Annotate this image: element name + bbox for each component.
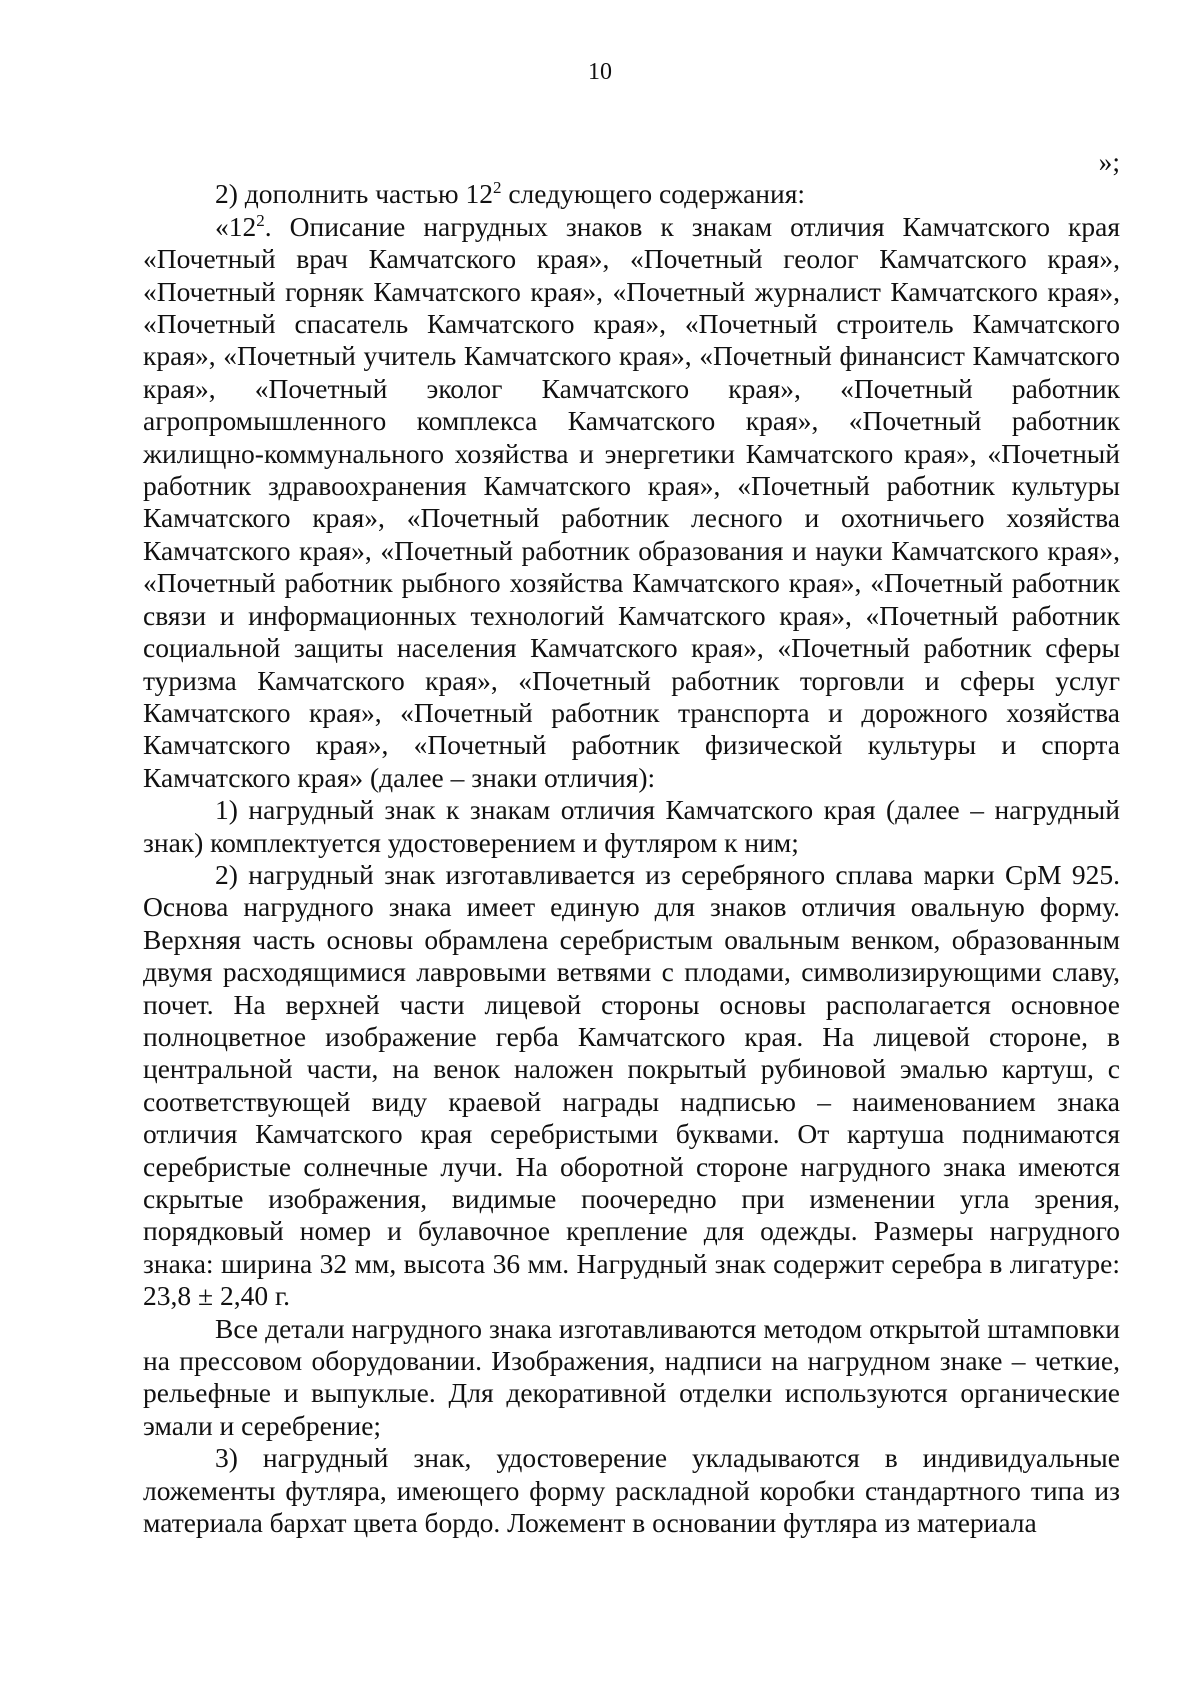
- paragraph-details: Все детали нагрудного знака изготавливаются методом открытой штамповки на прессовом оборудовании. Изображения, надписи на нагрудном знаке – четкие, рельефные и выпуклые. Для декоративной отделки используются органические эмали и серебрение;: [143, 1312, 1120, 1441]
- superscript: 2: [492, 178, 502, 198]
- document-body: [143, 146, 1120, 1539]
- paragraph-item-1: 1) нагрудный знак к знакам отличия Камчатского края (далее – нагрудный знак) комплектуется удостоверением и футляром к ним;: [143, 794, 1120, 858]
- section-12-2-title: [143, 211, 1120, 794]
- superscript: 2: [256, 210, 265, 230]
- paragraph-item-2: 2) нагрудный знак изготавливается из серебряного сплава марки СрМ 925. Основа нагрудного знака имеет единую для знаков отличия овальную форму. Верхняя часть основы обрамлена серебристым овальным венком, образованным двумя расходящимися лавровыми ветвями с плодами, символизирующими славу, почет. На верхней части лицевой стороны основы располагается основное полноцветное изображение герба Камчатского края. На лицевой стороне, в центральной части, на венок наложен покрытый рубиновой эмалью картуш, с соответствующей виду краевой награды надписью – наименованием знака отличия Камчатского края серебристыми буквами. От картуша поднимаются серебристые солнечные лучи. На оборотной стороне нагрудного знака имеются скрытые изображения, видимые поочередно при изменении угла зрения, порядковый номер и булавочное крепление для одежды. Размеры нагрудного знака: ширина 32 мм, высота 36 мм. Нагрудный знак содержит серебра в лигатуре: 23,8 ± 2,40 г.: [143, 858, 1120, 1312]
- section-12-2-start: «12: [215, 210, 257, 242]
- paragraph-item-3: 3) нагрудный знак, удостоверение укладываются в индивидуальные ложементы футляра, имеющего форму раскладной коробки стандартного типа из материала бархат цвета бордо. Ложемент в основании футляра из материала: [143, 1442, 1120, 1539]
- closing-quote: »;: [1098, 146, 1120, 177]
- item-2-intro-text: 2) дополнить частью 12: [215, 178, 493, 210]
- page-number: 10: [588, 59, 612, 85]
- item-2-intro-text-end: следующего содержания:: [501, 178, 806, 210]
- section-12-2-text: . Описание нагрудных знаков к знакам отличия Камчатского края «Почетный врач Камчатского края», «Почетный геолог Камчатского края», «Почетный горняк Камчатского края», «Почетный журналист Камчатского края», «Почетный спасатель Камчатского края», «Почетный строитель Камчатского края», «Почетный учитель Камчатского края», «Почетный финансист Камчатского края», «Почетный эколог Камчатского края», «Почетный работник агропромышленного комплекса Камчатского края», «Почетный работник жилищно-коммунального хозяйства и энергетики Камчатского края», «Почетный работник здравоохранения Камчатского края», «Почетный работник культуры Камчатского края», «Почетный работник лесного и охотничьего хозяйства Камчатского края», «Почетный работник образования и науки Камчатского края», «Почетный работник рыбного хозяйства Камчатского края», «Почетный работник связи и информационных технологий Камчатского края», «Почетный работник социальной защиты населения Камчатского края», «Почетный работник сферы туризма Камчатского края», «Почетный работник торговли и сферы услуг Камчатского края», «Почетный работник транспорта и дорожного хозяйства Камчатского края», «Почетный работник физической культуры и спорта Камчатского края» (далее – знаки отличия):: [143, 210, 1120, 793]
- item-2-intro: [143, 178, 1120, 210]
